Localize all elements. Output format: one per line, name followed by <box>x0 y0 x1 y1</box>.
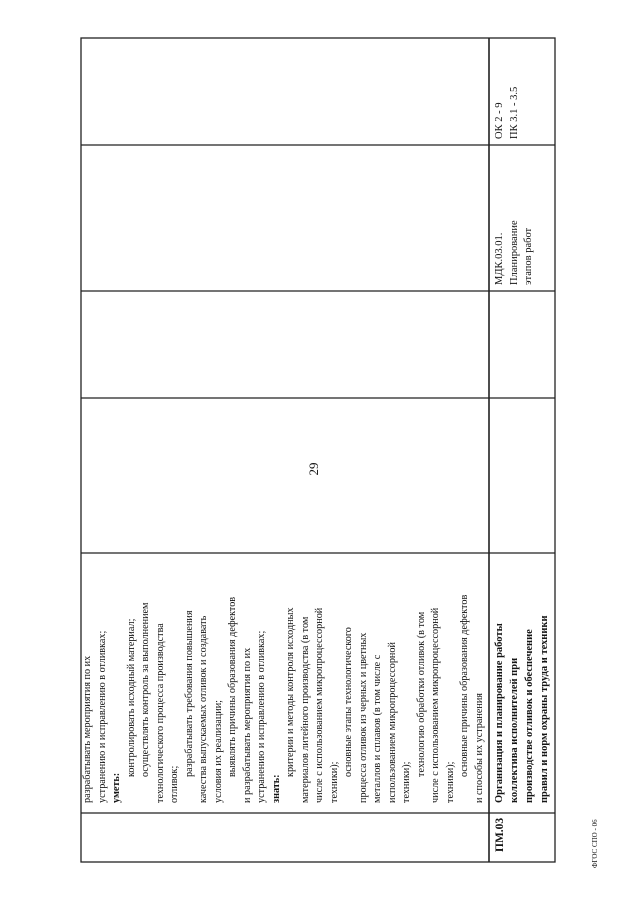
content-line: технологию обработки отливок (в том <box>416 611 427 777</box>
content-line: знать: <box>271 774 282 803</box>
content-line: основные причины образования дефектов <box>459 594 470 777</box>
competencies-cell <box>494 87 520 139</box>
content-line: разрабатывать требования повышения <box>184 610 195 777</box>
content-line: технологического процесса производства <box>155 623 166 803</box>
content-line: и способы их устранения <box>474 693 485 803</box>
content-line: техники); <box>329 761 340 803</box>
content-line: процесса отливок из черных и цветных <box>358 632 369 803</box>
content-line: числе с использованием микропроцессорной <box>430 607 441 803</box>
mdk-line: этапов работ <box>523 227 534 285</box>
content-line: разрабатывать мероприятия по их <box>82 655 93 803</box>
content-line: уметь: <box>111 772 122 803</box>
content-line: материалов литейного производства (в том <box>300 616 311 803</box>
module-code: ПМ.03 <box>494 817 506 852</box>
content-line: основные этапы технологического <box>343 627 354 777</box>
content-line: осуществлять контроль за выполнением <box>140 602 151 777</box>
mdk-cell <box>494 220 534 285</box>
competency-line: ОК 2 - 9 <box>494 102 505 139</box>
content-line: контролировать исходный материал; <box>126 618 137 777</box>
content-line: техники); <box>445 761 456 803</box>
content-line: металлов и сплавов (в том числе с <box>372 654 383 803</box>
content-line: использованием микропроцессорной <box>387 642 398 803</box>
content-line: техники); <box>401 761 412 803</box>
page-number: 29 <box>306 462 321 476</box>
content-line: устранению и исправлению в отливках; <box>256 630 267 803</box>
mdk-line: МДК.03.01. <box>494 232 505 285</box>
pm02-content-cell <box>82 595 485 803</box>
content-line: отливок; <box>169 765 180 803</box>
content-line: критерии и методы контроля исходных <box>285 607 296 777</box>
pm03-row <box>494 87 550 852</box>
footer-label: ФГОС СПО - 06 <box>591 819 599 868</box>
content-line: числе с использованием микропроцессорной <box>314 607 325 803</box>
module-title-line: производстве отливок и обеспечение <box>524 629 535 803</box>
content-line: устранению и исправлению в отливках; <box>97 630 108 803</box>
content-line: качества выпускаемых отливок и создавать <box>198 615 209 803</box>
module-title-line: Организация и планирование работы <box>494 623 505 803</box>
mdk-line: Планирование <box>509 220 520 285</box>
module-title-cell <box>494 615 550 803</box>
module-title-line: правил и норм охраны труда и техники <box>539 615 550 803</box>
content-line: выявлять причины образования дефектов <box>227 596 238 777</box>
content-line: условия их реализации; <box>213 700 224 803</box>
content-line: и разрабатывать мероприятия по их <box>242 647 253 803</box>
module-title-line: коллектива исполнителей при <box>509 657 520 803</box>
competency-line: ПК 3.1 - 3.5 <box>509 86 520 139</box>
